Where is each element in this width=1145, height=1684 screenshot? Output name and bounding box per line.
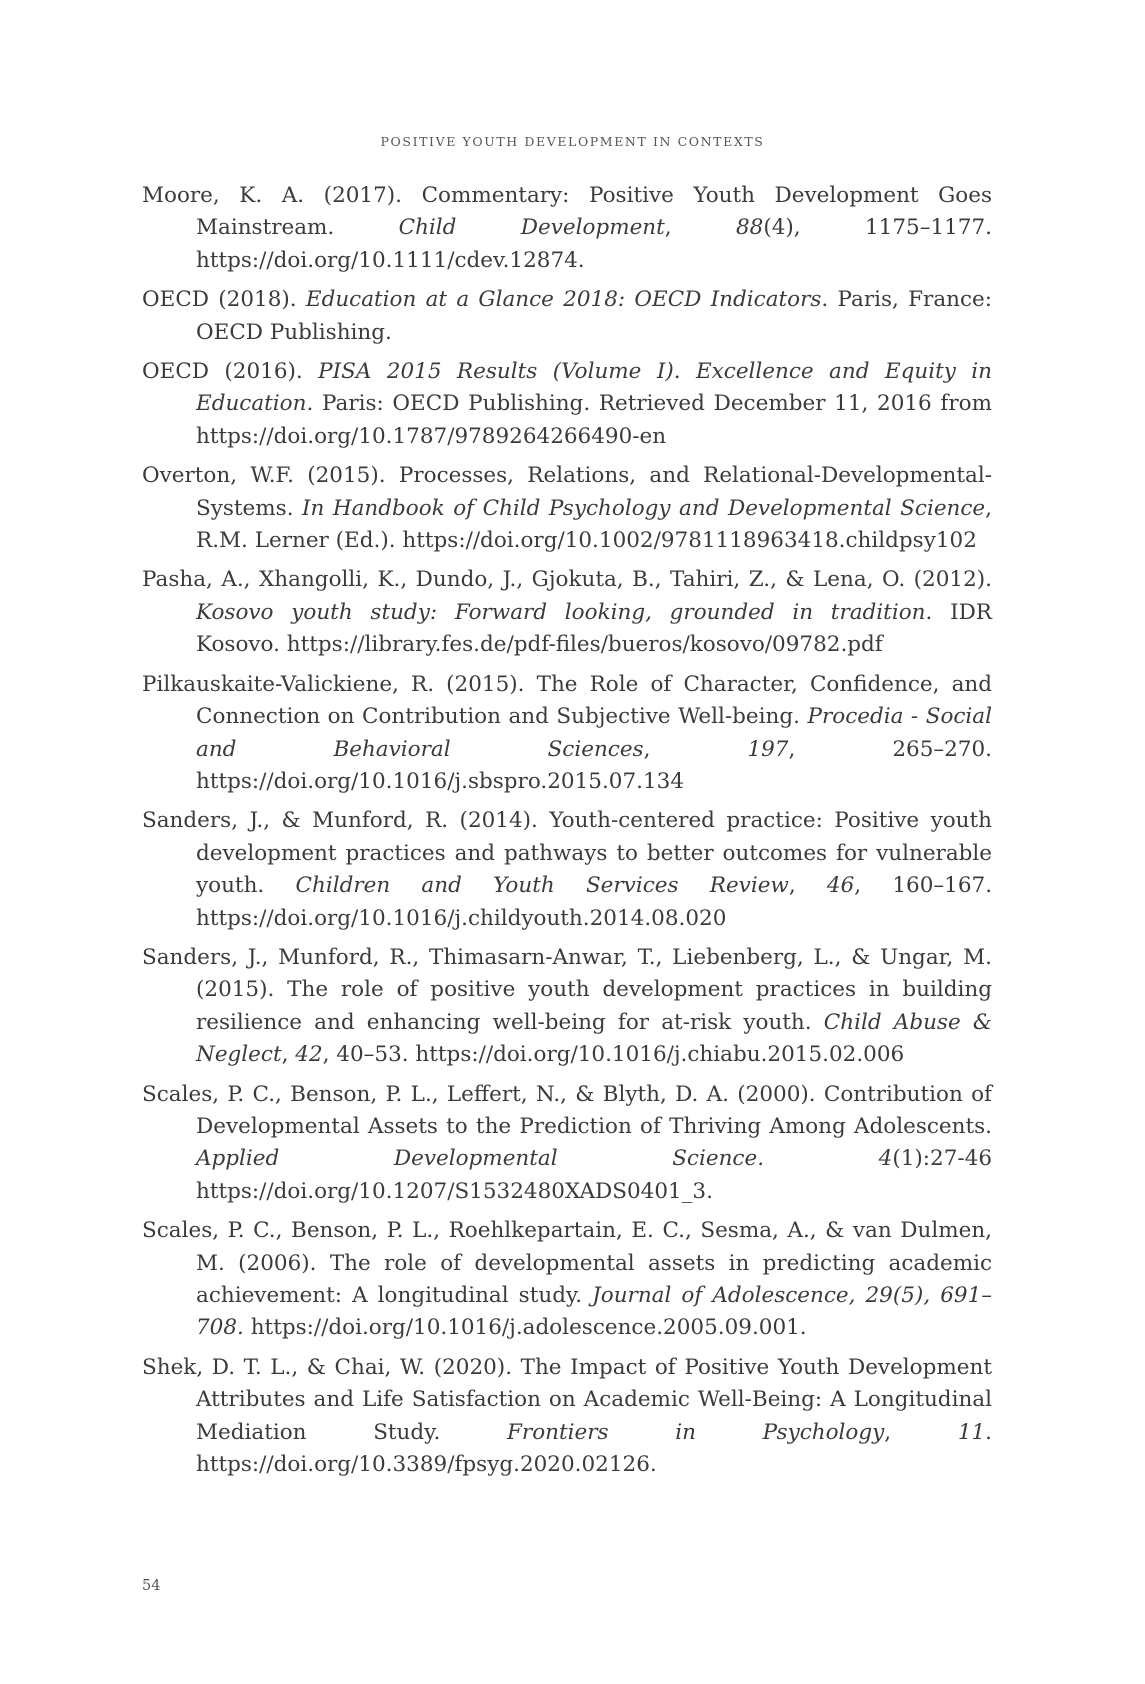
reference-italic-text: 197 [747, 736, 789, 762]
reference-text: . Paris, France: OECD Publishing. [196, 287, 992, 345]
reference-text: Scales, P. C., Benson, P. L., Leffert, N., & Blyth, D. A. (2000). Contribution of Developmental Assets to the Prediction of Thriving Among Adolescents. [142, 1081, 992, 1139]
reference-text: (4), 1175–1177. https://doi.org/10.1111/cdev.12874. [196, 215, 992, 273]
reference-text: Sanders, J., Munford, R., Thimasarn-Anwar, T., Liebenberg, L., & Ungar, M. (2015). The role of positive youth development practices in building resilience and enhancing well-being for at-risk youth. [142, 944, 992, 1035]
reference-italic-text: Procedia - Social and Behavioral Sciences [196, 704, 992, 762]
reference-italic-text: 46 [826, 873, 855, 899]
reference-entry [142, 805, 992, 935]
reference-text: , [643, 736, 748, 762]
reference-text: , [664, 215, 736, 241]
reference-text: Pasha, A., Xhangolli, K., Dundo, J., Gjokuta, B., Tahiri, Z., & Lena, O. (2012). [142, 567, 992, 593]
reference-italic-text: Education at a Glance 2018: OECD Indicators [305, 287, 822, 313]
reference-entry [142, 564, 992, 661]
reference-text: . https://doi.org/10.3389/fpsyg.2020.02126. [196, 1419, 993, 1478]
reference-text: (1):27-46 https://doi.org/10.1207/S1532480XADS0401_3. [196, 1146, 992, 1204]
reference-text: , R.M. Lerner (Ed.). https://doi.org/10.1002/9781118963418.childpsy102 [196, 495, 992, 554]
reference-text: , [884, 1419, 958, 1445]
reference-text: , 40–53. https://doi.org/10.1016/j.chiabu.2015.02.006 [322, 1042, 905, 1068]
running-head: POSITIVE YOUTH DEVELOPMENT IN CONTEXTS [380, 134, 765, 149]
reference-italic-text: Kosovo youth study: Forward looking, grounded in tradition [196, 599, 926, 625]
reference-entry [142, 669, 992, 799]
reference-italic-text: Children and Youth Services Review [295, 873, 789, 899]
reference-entry [142, 356, 992, 453]
reference-entry [142, 460, 992, 557]
reference-text: Overton, W.F. (2015). Processes, Relations, and Relational-Developmental-Systems. [142, 463, 992, 521]
reference-text: , [281, 1042, 296, 1068]
reference-text: OECD (2018). [142, 287, 306, 313]
reference-text: OECD (2016). [142, 359, 319, 385]
reference-entry [142, 1079, 992, 1209]
reference-entry [142, 180, 992, 277]
reference-text: , 160–167. https://doi.org/10.1016/j.childyouth.2014.08.020 [196, 873, 993, 931]
reference-entry [142, 284, 992, 349]
reference-text: , 265–270. https://doi.org/10.1016/j.sbspro.2015.07.134 [196, 736, 993, 794]
reference-text: Sanders, J., & Munford, R. (2014). Youth-centered practice: Positive youth development practices and pathways to better outcomes for vulnerable youth. [142, 808, 992, 899]
reference-italic-text: 42 [295, 1042, 323, 1068]
reference-text: Moore, K. A. (2017). Commentary: Positive Youth Development Goes Mainstream. [142, 183, 992, 241]
reference-list [142, 180, 992, 1488]
reference-entry [142, 1352, 992, 1482]
reference-text: Pilkauskaite-Valickiene, R. (2015). The Role of Character, Confidence, and Connection on Contribution and Subjective Well-being. [142, 671, 992, 730]
reference-text: . Paris: OECD Publishing. Retrieved December 11, 2016 from https://doi.org/10.1787/9789264266490-en [196, 391, 992, 449]
reference-text: Scales, P. C., Benson, P. L., Roehlkepartain, E. C., Sesma, A., & van Dulmen, M. (2006). The role of developmental assets in predicting academic achievement: A longitudinal study. [142, 1218, 992, 1308]
reference-entry [142, 942, 992, 1072]
reference-text: . IDR Kosovo. https://library.fes.de/pdf-files/bueros/kosovo/09782.pdf [196, 599, 992, 658]
reference-italic-text: Child Abuse & Neglect [196, 1009, 993, 1068]
reference-italic-text: PISA 2015 Results (Volume I). Excellence and Equity in Education [196, 359, 992, 417]
reference-italic-text: Applied Developmental Science. 4 [196, 1146, 893, 1172]
reference-text: https://doi.org/10.1016/j.adolescence.2005.09.001. [243, 1315, 807, 1341]
reference-text: , [788, 873, 827, 899]
reference-italic-text: 11 [957, 1419, 986, 1445]
page-number: 54 [142, 1578, 161, 1594]
reference-italic-text: 88 [735, 215, 764, 241]
reference-italic-text: Journal of Adolescence, 29(5), 691–708. [196, 1283, 992, 1341]
reference-text: Shek, D. T. L., & Chai, W. (2020). The Impact of Positive Youth Development Attributes and Life Satisfaction on Academic Well-Being: A Longitudinal Mediation Study. [142, 1354, 992, 1445]
reference-italic-text: Child Development [398, 215, 665, 241]
reference-italic-text: In Handbook of Child Psychology and Developmental Science [302, 495, 986, 521]
reference-italic-text: Frontiers in Psychology [507, 1419, 885, 1445]
reference-entry [142, 1215, 992, 1345]
